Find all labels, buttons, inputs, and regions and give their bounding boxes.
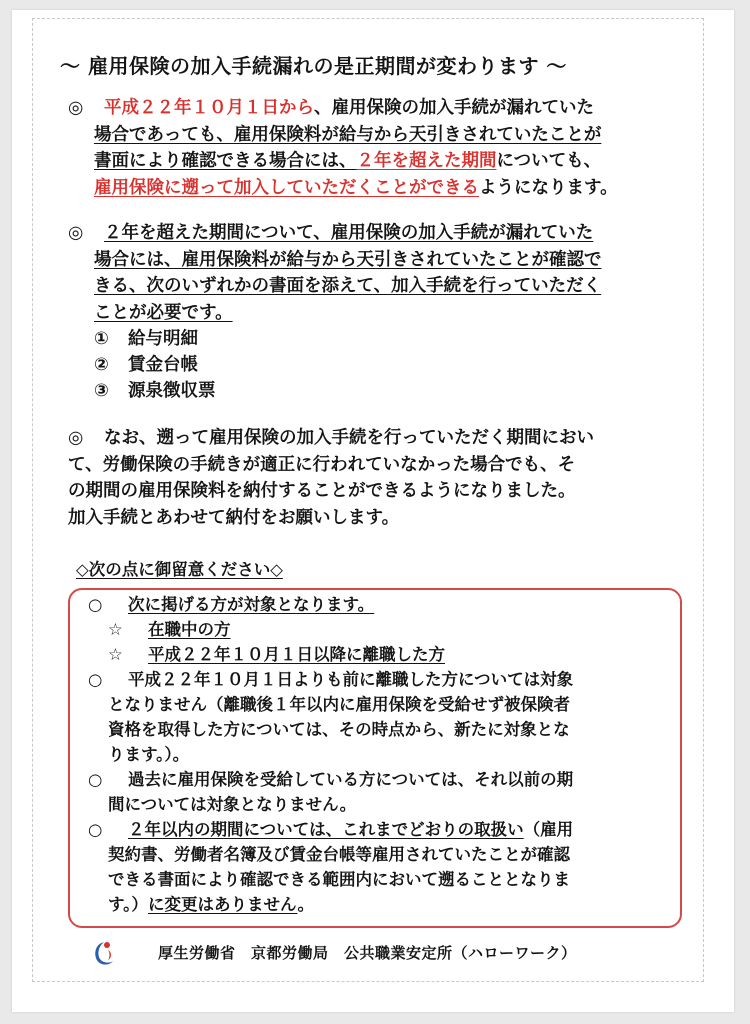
para1-line3a: 書面により確認できる場合には、: [94, 151, 357, 171]
paragraph-1: [68, 95, 692, 201]
page-title: ～ 雇用保険の加入手続漏れの是正期間が変わります ～: [60, 54, 567, 78]
note-4-line1a: ２年以内の期間については、これまでどおりの取扱い: [128, 820, 524, 839]
mhlw-logo-icon: [90, 938, 118, 968]
para3-line2: て、労働保険の手続きが適正に行われていなかった場合でも、そ: [68, 454, 576, 475]
circle-mark: ○: [88, 820, 103, 839]
highlight-period: ２年を超えた期間: [356, 151, 497, 171]
bullet-mark: ◎: [68, 223, 84, 243]
circle-mark: ○: [88, 670, 103, 689]
para2-line1: ２年を超えた期間について、雇用保険の加入手続が漏れていた: [104, 223, 594, 243]
paragraph-3: [68, 425, 692, 531]
paragraph-2: [68, 220, 692, 326]
list-number: ③: [94, 381, 109, 401]
highlight-date: 平成２２年１０月１日から: [104, 98, 314, 118]
note-4-line4a: す。）: [108, 895, 148, 914]
note-4-line4c: 。: [297, 895, 314, 914]
note-3-line2: 間については対象となりません。: [108, 795, 357, 814]
bullet-mark: ◎: [68, 98, 84, 118]
para1-line3c: についても、: [496, 151, 602, 171]
note-4-line3: できる書面により確認できる範囲内において遡ることとなりま: [108, 870, 570, 889]
highlight-retroactive: 雇用保険に遡って加入していただくことができる: [94, 177, 479, 198]
notice-heading: ◇次の点に御留意ください◇: [76, 560, 283, 579]
circle-mark: ○: [88, 595, 103, 614]
note-2-line2: となりません（離職後１年以内に雇用保険を受給せず被保険者: [108, 695, 570, 714]
note-2-line1: 平成２２年１０月１日よりも前に離職した方については対象: [128, 670, 574, 689]
para3-line4: 加入手続とあわせて納付をお願いします。: [68, 507, 400, 528]
list-number: ②: [94, 355, 109, 375]
list-item: [94, 378, 216, 404]
para1-line2: 場合であっても、雇用保険料が給与から天引きされていたことが: [94, 124, 602, 145]
note-1: 次に掲げる方が対象となります。: [128, 595, 375, 614]
para1-text: 、雇用保険の加入手続が漏れていた: [314, 98, 594, 118]
notice-box-content: [88, 592, 678, 917]
note-4-line1b: （雇用: [523, 820, 574, 839]
list-number: ①: [94, 329, 109, 349]
star-icon: ☆: [108, 620, 123, 639]
circle-mark: ○: [88, 770, 103, 789]
list-item: [94, 326, 216, 352]
para3-line3: の期間の雇用保険料を納付することができるようになりました。: [68, 481, 576, 501]
para2-line3: きる、次のいずれかの書面を添えて、加入手続を行っていただく: [94, 276, 602, 296]
para2-line2: 場合には、雇用保険料が給与から天引きされていたことが確認で: [94, 249, 602, 270]
note-4-line4b: に変更はありません: [147, 895, 298, 914]
note-2-line3: 資格を取得した方については、その時点から、新たに対象とな: [108, 720, 570, 739]
note-2-line4: ります。）。: [108, 745, 190, 764]
document-list: [94, 326, 216, 404]
note-3-line1: 過去に雇用保険を受給している方については、それ以前の期: [128, 770, 574, 789]
list-label: 賃金台帳: [128, 355, 198, 375]
para1-line4b: ようになります。: [479, 177, 618, 198]
list-label: 源泉徴収票: [128, 381, 216, 401]
list-label: 給与明細: [128, 329, 198, 349]
note-4-line2: 契約書、労働者名簿及び賃金台帳等雇用されていたことが確認: [108, 845, 570, 864]
note-1-sub-2: 平成２２年１０月１日以降に離職した方: [148, 645, 445, 664]
para2-line4: ことが必要です。: [94, 302, 233, 323]
footer: [90, 938, 690, 968]
note-1-sub-1: 在職中の方: [148, 620, 231, 639]
star-icon: ☆: [108, 645, 123, 664]
bullet-mark: ◎: [68, 428, 84, 448]
footer-org-names: 厚生労働省 京都労働局 公共職業安定所（ハローワーク）: [158, 944, 577, 962]
para3-line1: なお、遡って雇用保険の加入手続を行っていただく期間におい: [104, 428, 594, 448]
list-item: [94, 352, 216, 378]
